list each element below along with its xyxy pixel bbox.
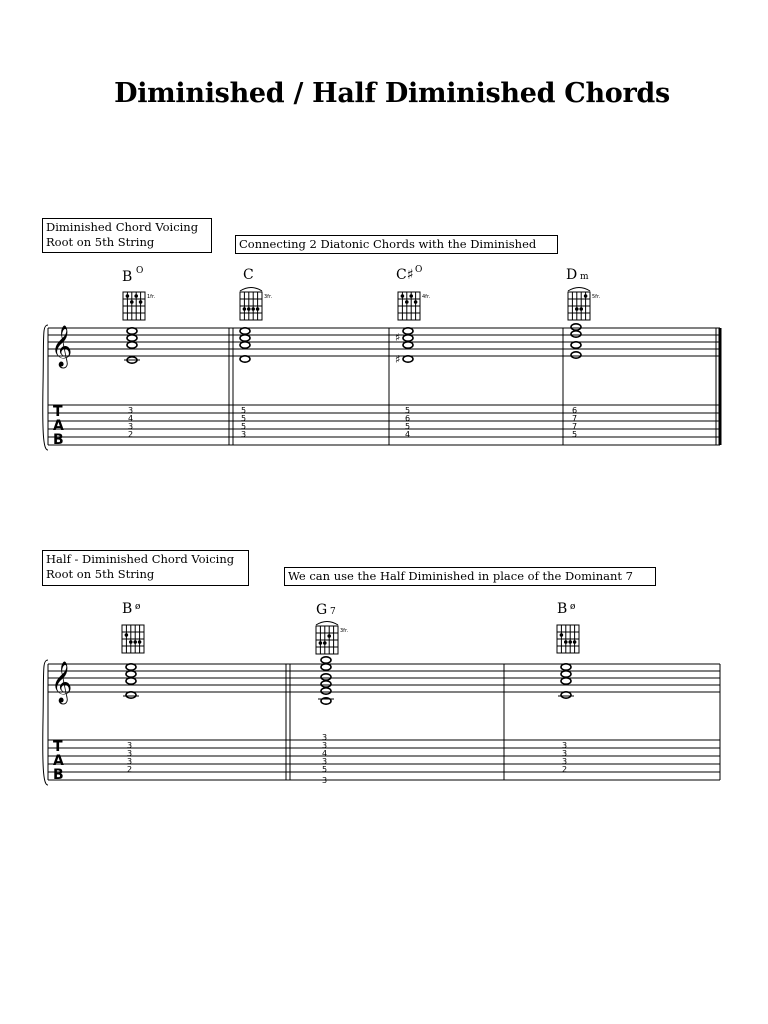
fret-marker: 1fr. [147, 294, 156, 300]
fret-marker: 4fr. [422, 294, 431, 300]
system-1 [43, 265, 720, 450]
tab-fret: 3 [322, 776, 328, 785]
tab-fret: 3 [128, 406, 134, 415]
tab-letter-a: A [53, 753, 64, 769]
chord-quality: ø [570, 602, 576, 612]
tab-fret: 5 [322, 765, 328, 774]
chord-root: C [243, 267, 254, 283]
tab-fret: 2 [127, 765, 133, 774]
tab-letter-a: A [53, 418, 64, 434]
tab-fret: 4 [128, 414, 134, 423]
chord-g-dominant-7 [316, 602, 349, 785]
dominant-substitution-note: We can use the Half Diminished in place of the Dominant 7 [284, 567, 656, 586]
tab-fret: 3 [127, 757, 133, 766]
tab-fret: 3 [322, 733, 328, 742]
tab-fret: 5 [241, 414, 247, 423]
tab-fret: 3 [562, 741, 568, 750]
chord-diagram [123, 292, 156, 320]
tab-fret: 3 [128, 422, 134, 431]
tab-fret: 5 [572, 430, 578, 439]
chord-diagram [240, 288, 273, 321]
tab-letter-b: B [53, 432, 64, 448]
tab-letter-b: B [53, 767, 64, 783]
chord-notes [558, 664, 574, 698]
treble-clef-icon: 𝄞 [51, 326, 73, 367]
chord-root: C♯ [396, 267, 414, 283]
tab-fret: 3 [562, 749, 568, 758]
chord-notes [123, 664, 139, 698]
tab-fret: 7 [572, 422, 578, 431]
chord-root: G [316, 602, 328, 618]
tab-staff [48, 405, 720, 445]
label-line-2: Root on 5th String [46, 235, 155, 249]
chord-notes [124, 328, 140, 363]
tab-fret: 5 [241, 406, 247, 415]
chord-notes [240, 328, 250, 362]
sharp-icon: ♯ [395, 331, 401, 344]
chord-root: B [122, 269, 133, 285]
tab-fret: 3 [127, 741, 133, 750]
tab-fret: 7 [572, 414, 578, 423]
tab-letter-t: T [53, 739, 63, 755]
label-line-2: Root on 5th String [46, 567, 155, 581]
chord-diagram [398, 292, 431, 320]
label-line-1: Diminished Chord Voicing [46, 220, 199, 234]
tab-fret: 5 [405, 406, 411, 415]
tab-fret: 6 [405, 414, 411, 423]
chord-diagram [568, 288, 601, 321]
fret-marker: 3fr. [340, 628, 349, 634]
treble-staff [48, 664, 720, 692]
system-brace [43, 325, 48, 450]
chord-notes [395, 328, 413, 366]
chord-root: B [122, 601, 133, 617]
chord-quality: m [580, 272, 589, 282]
chord-quality: O [136, 266, 144, 276]
tab-fret: 3 [127, 749, 133, 758]
diatonic-connection-note: Connecting 2 Diatonic Chords with the Diminished [235, 235, 558, 254]
fret-marker: 5fr. [592, 294, 601, 300]
chord-quality: 7 [330, 607, 336, 617]
label-line-1: Half - Diminished Chord Voicing [46, 552, 235, 566]
chord-root: B [557, 601, 568, 617]
tab-fret: 3 [322, 741, 328, 750]
tab-letter-t: T [53, 404, 63, 420]
chord-notes [571, 324, 581, 358]
tab-fret: 3 [241, 430, 247, 439]
chord-quality: ø [135, 602, 141, 612]
system-2 [43, 601, 720, 785]
page-title: Diminished / Half Diminished Chords [114, 78, 670, 109]
tab-fret: 5 [241, 422, 247, 431]
tab-fret: 2 [128, 430, 134, 439]
chord-diagram [316, 622, 349, 655]
chord-root: D [566, 267, 578, 283]
tab-staff [48, 740, 720, 780]
system-brace [43, 660, 48, 785]
tab-fret: 4 [322, 749, 328, 758]
chord-diagram [557, 625, 579, 653]
tab-fret: 2 [562, 765, 568, 774]
chord-diagram [122, 625, 144, 653]
sharp-icon: ♯ [395, 353, 401, 366]
fret-marker: 3fr. [264, 294, 273, 300]
treble-staff [48, 328, 720, 356]
tab-fret: 5 [405, 422, 411, 431]
chord-quality: O [415, 265, 423, 275]
tab-fret: 6 [572, 406, 578, 415]
tab-fret: 4 [405, 430, 411, 439]
treble-clef-icon: 𝄞 [51, 662, 73, 703]
tab-fret: 3 [322, 757, 328, 766]
tab-fret: 3 [562, 757, 568, 766]
